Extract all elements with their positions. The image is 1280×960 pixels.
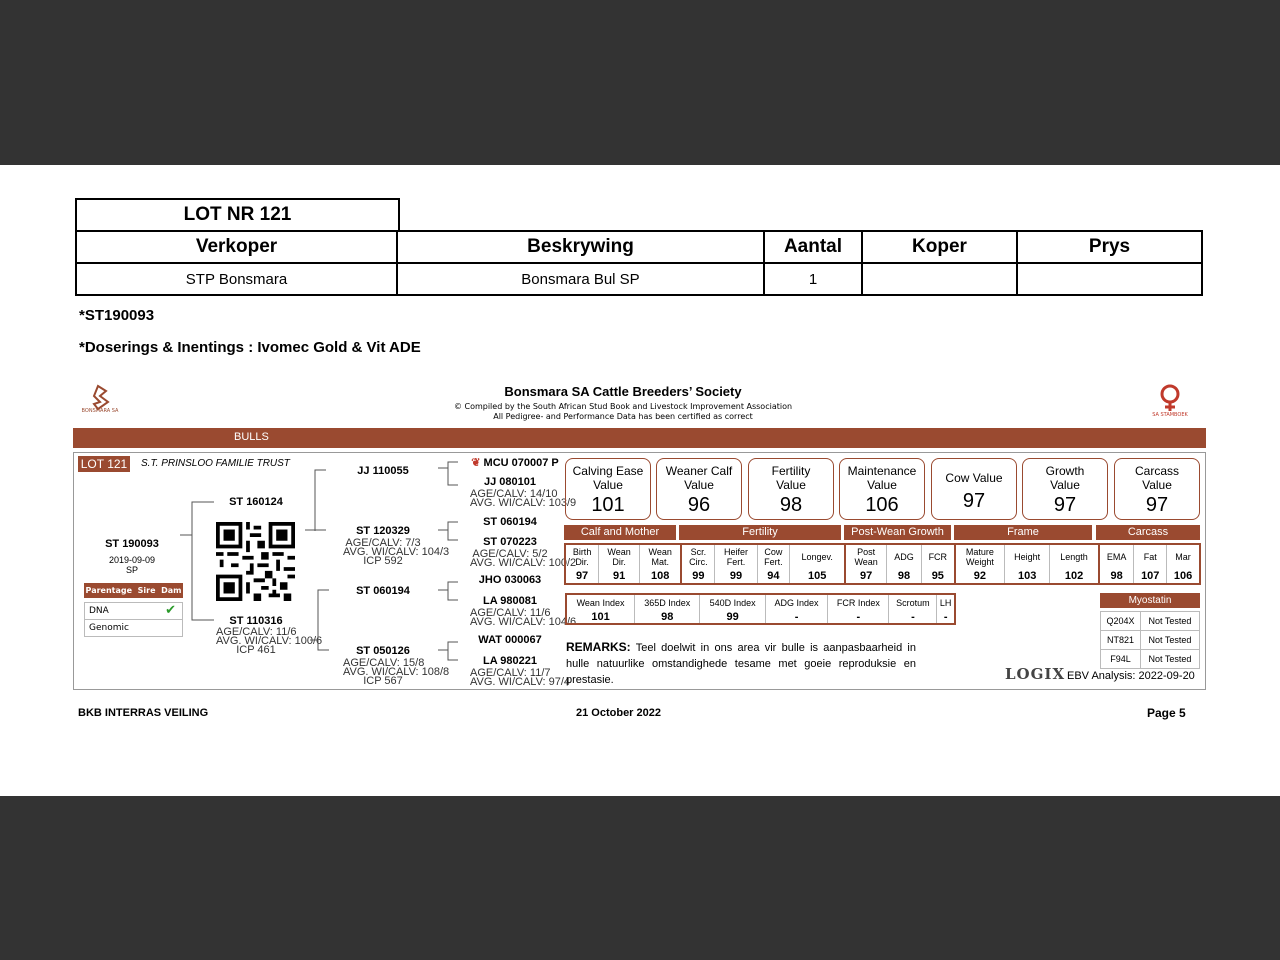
- value-prys: [1017, 263, 1202, 295]
- group-frame: Frame: [954, 525, 1092, 540]
- trait-label: Post Wean: [845, 544, 887, 568]
- society-title: Bonsmara SA Cattle Breeders’ Society: [504, 384, 742, 399]
- footer-date: 21 October 2022: [576, 707, 661, 719]
- myostatin-marker: NT821: [1101, 631, 1141, 650]
- header-prys: Prys: [1017, 231, 1202, 263]
- index-label: 365D Index: [635, 594, 700, 610]
- ebv-value: 96: [687, 494, 711, 516]
- dosing-note: *Doserings & Inentings : Ivomec Gold & Vit ADE: [79, 339, 421, 356]
- trait-label: Height: [1004, 544, 1049, 568]
- ebv-label-1: Fertility: [771, 464, 811, 478]
- ebv-value: 101: [591, 494, 625, 516]
- logo-left-text: BONSMARA SA: [81, 408, 119, 414]
- trait-value: 106: [1167, 568, 1200, 584]
- index-value: 99: [700, 610, 765, 624]
- trait-value: 99: [681, 568, 715, 584]
- gg2-id: JJ 080101: [484, 476, 536, 488]
- document-page: [0, 165, 1280, 796]
- ebv-value: 97: [1053, 494, 1077, 516]
- remarks-text: Teel doelwit in ons area vir bulle is aanpasbaarheid in hulle natuurlike omstandighede tesame met goeie reproduksie en prestasie.: [566, 642, 916, 686]
- trait-value: 99: [715, 568, 757, 584]
- ebv-label-1: Cow Value: [945, 471, 1003, 485]
- trait-value: 103: [1004, 568, 1049, 584]
- trait-table: [564, 543, 1201, 585]
- trait-value: 97: [575, 569, 589, 582]
- sa-stamboek-logo: [1150, 381, 1190, 423]
- trait-value: 107: [1134, 568, 1167, 584]
- header-verkoper: Verkoper: [76, 231, 397, 263]
- ebv-weaner-calf: [656, 458, 742, 520]
- ebv-maintenance: [839, 458, 925, 520]
- ebv-value: 106: [865, 494, 899, 516]
- index-label: LH: [937, 594, 955, 610]
- gg1-text: MCU 070007 P: [483, 457, 559, 469]
- gg8-id: LA 980221: [482, 655, 538, 667]
- ebv-cow-value: [931, 458, 1017, 520]
- section-label: BULLS: [234, 431, 269, 443]
- index-value: 101: [591, 610, 610, 623]
- gg2-age: AGE/CALV: 14/10: [470, 488, 558, 500]
- dd-icp: ICP 567: [363, 675, 403, 687]
- dna-row: [84, 602, 183, 620]
- group-post-wean: Post-Wean Growth: [844, 525, 951, 540]
- society-subtitle-1: © Compiled by the South African Stud Book and Livestock Improvement Association: [453, 402, 793, 411]
- gg3-id: ST 060194: [483, 516, 537, 528]
- myostatin-row: [1101, 631, 1200, 650]
- genomic-row: [84, 619, 183, 637]
- value-beskrywing: Bonsmara Bul SP: [397, 263, 764, 295]
- animal-code: SP: [125, 565, 138, 575]
- myostatin-status: Not Tested: [1140, 631, 1199, 650]
- ebv-analysis-date: EBV Analysis: 2022-09-20: [1067, 670, 1195, 682]
- ebv-label-1: Growth: [1045, 464, 1085, 478]
- sire-id: ST 160124: [229, 496, 283, 508]
- group-fertility: Fertility: [679, 525, 841, 540]
- ebv-label-2: Value: [1142, 478, 1172, 492]
- myostatin-table: [1100, 611, 1200, 669]
- value-koper: [862, 263, 1017, 295]
- ebv-carcass: [1114, 458, 1200, 520]
- trait-label: Fat: [1134, 544, 1167, 568]
- gg8-avg: AVG. WI/CALV: 97/4: [470, 676, 571, 688]
- ss-id: JJ 110055: [357, 465, 409, 477]
- ebv-label-1: Weaner Calf: [665, 464, 733, 478]
- myostatin-marker: F94L: [1101, 650, 1141, 669]
- gg7-id: WAT 000067: [478, 634, 542, 646]
- dam-age: AGE/CALV: 11/6: [216, 626, 297, 638]
- dam-icp: ICP 461: [236, 644, 276, 656]
- index-value: 98: [635, 610, 700, 624]
- myostatin-status: Not Tested: [1140, 612, 1199, 631]
- index-label: ADG Index: [765, 594, 828, 610]
- sd-icp: ICP 592: [363, 555, 403, 567]
- trait-value: 94: [757, 568, 790, 584]
- trait-value: 105: [790, 568, 845, 584]
- gg6-avg: AVG. WI/CALV: 104/6: [470, 616, 577, 628]
- group-carcass: Carcass: [1096, 525, 1200, 540]
- parentage-header: [84, 583, 183, 598]
- trait-label: Mar: [1167, 544, 1200, 568]
- pedigree-lines: [180, 460, 470, 690]
- dd-avg: AVG. WI/CALV: 108/8: [343, 666, 450, 678]
- dd-age: AGE/CALV: 15/8: [343, 657, 425, 669]
- animal-id: ST 190093: [105, 538, 159, 550]
- trait-label: Wean Mat.: [640, 544, 682, 568]
- index-value: -: [765, 610, 828, 624]
- gg6-id: LA 980081: [482, 595, 538, 607]
- trait-value: 91: [599, 568, 640, 584]
- dam-id: ST 110316: [229, 615, 283, 627]
- trait-label: Cow Fert.: [757, 544, 790, 568]
- trait-value: 98: [1099, 568, 1134, 584]
- dna-label: DNA: [89, 606, 109, 616]
- index-label: Scrotum: [889, 594, 937, 610]
- group-calf-mother: Calf and Mother: [564, 525, 676, 540]
- index-value: -: [937, 610, 955, 624]
- owner-name: S.T. PRINSLOO FAMILIE TRUST: [141, 458, 290, 469]
- index-header-row: [566, 594, 955, 610]
- gg2-avg: AVG. WI/CALV: 103/9: [470, 497, 577, 509]
- index-table: [565, 593, 956, 625]
- gg5-id: JHO 030063: [478, 574, 542, 586]
- value-aantal: 1: [764, 263, 862, 295]
- gg4-id: ST 070223: [483, 536, 537, 548]
- gg8-age: AGE/CALV: 11/7: [470, 667, 551, 679]
- trait-label: Mature Weight: [955, 544, 1005, 568]
- value-verkoper: STP Bonsmara: [76, 263, 397, 295]
- parentage-label: Parentage: [85, 586, 133, 595]
- myostatin-header: Myostatin: [1100, 593, 1200, 608]
- header-koper: Koper: [862, 231, 1017, 263]
- ebv-value: 97: [1145, 494, 1169, 516]
- index-value: -: [828, 610, 889, 624]
- genomic-label: Genomic: [89, 623, 129, 633]
- parentage-dam: Dam: [161, 586, 182, 595]
- sd-id: ST 120329: [356, 525, 410, 537]
- trait-label: Longev.: [790, 544, 845, 568]
- ebv-label-2: Value: [684, 478, 714, 492]
- lot-table: [75, 230, 1203, 296]
- trait-value: 108: [640, 568, 682, 584]
- trait-label: Scr. Circ.: [681, 544, 715, 568]
- ds-id: ST 060194: [356, 585, 410, 597]
- index-value: -: [889, 610, 937, 624]
- index-label: 540D Index: [700, 594, 765, 610]
- index-label: FCR Index: [828, 594, 889, 610]
- gg1-id: [470, 456, 560, 469]
- parentage-sire: Sire: [137, 586, 156, 595]
- myostatin-marker: Q204X: [1101, 612, 1141, 631]
- gg4-age: AGE/CALV: 5/2: [472, 548, 548, 560]
- ebv-label-1: Maintenance: [847, 464, 917, 478]
- trait-value: 102: [1050, 568, 1099, 584]
- gg4-avg: AVG. WI/CALV: 100/2: [470, 557, 577, 569]
- animal-id-note: *ST190093: [79, 307, 155, 324]
- lot-number: LOT NR 121: [75, 198, 400, 230]
- myostatin-row: [1101, 612, 1200, 631]
- ebv-label-2: Value: [1050, 478, 1080, 492]
- trait-label: Wean Dir.: [599, 544, 640, 568]
- ebv-value: 98: [779, 494, 803, 516]
- logo-right-text: SA STAMBOEK: [1152, 412, 1188, 418]
- trait-value: 98: [887, 568, 921, 584]
- ebv-growth: [1022, 458, 1108, 520]
- trait-value: 97: [845, 568, 887, 584]
- index-value-row: [566, 610, 955, 624]
- trait-label: EMA: [1099, 544, 1134, 568]
- myostatin-row: [1101, 650, 1200, 669]
- society-subtitle-2: All Pedigree- and Performance Data has been certified as correct: [493, 412, 753, 421]
- footer-auctioneer: BKB INTERRAS VEILING: [78, 707, 209, 719]
- ebv-label-2: Value: [593, 478, 623, 492]
- dd-id: ST 050126: [356, 645, 410, 657]
- trait-label: FCR: [921, 544, 955, 568]
- trait-value-row: [565, 568, 1200, 584]
- footer-page: Page 5: [1147, 706, 1186, 720]
- ebv-value: 97: [962, 490, 986, 512]
- trait-value: 92: [955, 568, 1005, 584]
- trait-value: 95: [921, 568, 955, 584]
- ebv-label-2: Value: [776, 478, 806, 492]
- header-aantal: Aantal: [764, 231, 862, 263]
- remarks: [566, 639, 916, 688]
- sd-age: AGE/CALV: 7/3: [345, 537, 421, 549]
- remarks-label: REMARKS:: [566, 640, 631, 654]
- header-beskrywing: Beskrywing: [397, 231, 764, 263]
- lot-tag: LOT 121: [78, 456, 130, 472]
- ebv-label-2: Value: [867, 478, 897, 492]
- sd-avg: AVG. WI/CALV: 104/3: [343, 546, 450, 558]
- trait-label: Length: [1050, 544, 1099, 568]
- ebv-label-1: Calving Ease: [572, 464, 644, 478]
- trait-label: Heifer Fert.: [715, 544, 757, 568]
- ebv-label-1: Carcass: [1134, 464, 1179, 478]
- dam-avg: AVG. WI/CALV: 100/6: [216, 635, 323, 647]
- animal-dob: 2019-09-09: [108, 555, 156, 565]
- ebv-calving-ease: [565, 458, 651, 520]
- index-label: Wean Index: [576, 597, 625, 608]
- trait-header-row: [565, 544, 1200, 568]
- trait-label: ADG: [887, 544, 921, 568]
- section-bar: [73, 428, 1206, 448]
- trait-label: Birth Dir.: [572, 546, 592, 567]
- dna-check-icon: ✔: [165, 603, 176, 618]
- gg1-marker-icon: ❦: [471, 457, 481, 469]
- myostatin-status: Not Tested: [1140, 650, 1199, 669]
- logix-logo: LOGIX: [1005, 665, 1066, 683]
- ebv-fertility: [748, 458, 834, 520]
- gg6-age: AGE/CALV: 11/6: [470, 607, 551, 619]
